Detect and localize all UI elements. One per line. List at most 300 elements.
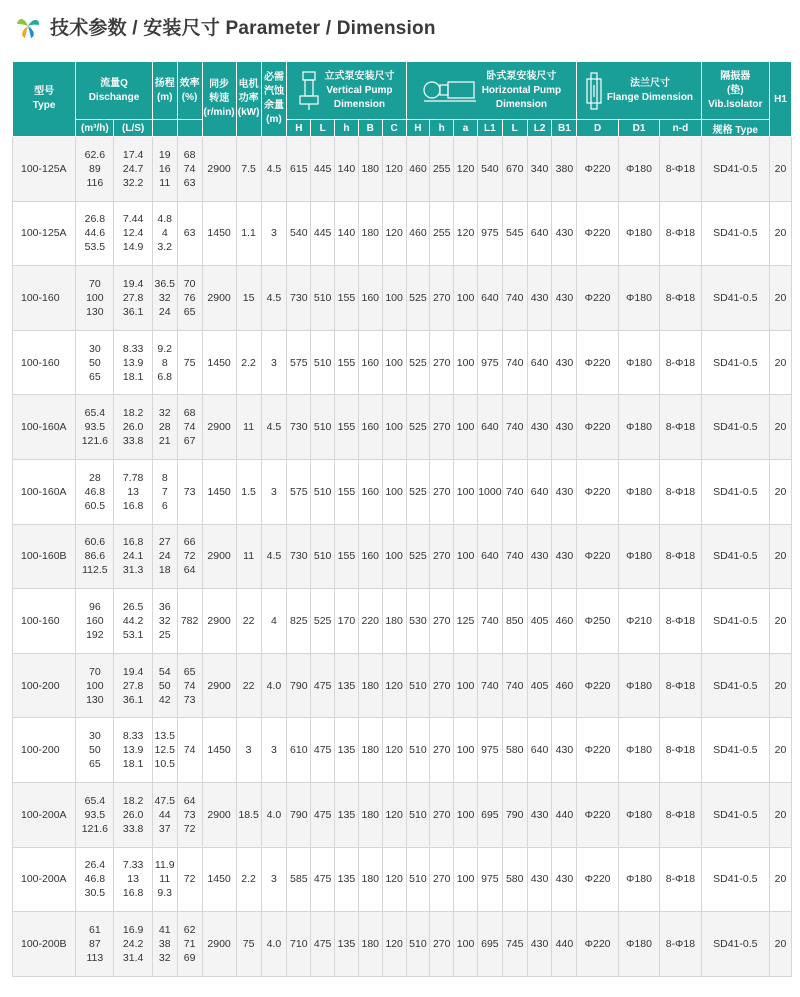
speed-cell: 1450 — [202, 201, 236, 266]
horizontal-dim-cell: 270 — [430, 330, 454, 395]
vertical-dim-cell: 475 — [311, 718, 335, 783]
power-cell: 2.2 — [236, 847, 261, 912]
horizontal-dim-cell: 270 — [430, 524, 454, 589]
flow-m3h-cell: 26.8 44.6 53.5 — [76, 201, 114, 266]
flange-dim-cell: Φ180 — [618, 912, 659, 977]
sub-flow-ls: (L/S) — [114, 120, 152, 137]
horizontal-dim-cell: 120 — [454, 137, 478, 202]
table-row — [13, 201, 792, 266]
col-flange: 法兰尺寸 Flange Dimension — [577, 62, 701, 120]
vertical-dim-cell: 445 — [311, 137, 335, 202]
power-cell: 18.5 — [236, 782, 261, 847]
efficiency-cell: 72 — [177, 847, 202, 912]
model-cell: 100-125A — [13, 137, 76, 202]
flange-dim-cell: Φ210 — [618, 589, 659, 654]
vib-isolator-cell: SD41-0.5 — [701, 782, 769, 847]
flange-dim-cell: Φ220 — [577, 459, 618, 524]
horizontal-dim-cell: 510 — [406, 912, 430, 977]
h1-cell: 20 — [769, 266, 791, 331]
horizontal-dim-cell: 740 — [502, 524, 527, 589]
vertical-dim-cell: 510 — [311, 524, 335, 589]
flange-dim-cell: 8-Φ18 — [660, 395, 701, 460]
efficiency-cell: 75 — [177, 330, 202, 395]
vertical-dim-cell: 160 — [358, 330, 382, 395]
flange-dim-cell: Φ180 — [618, 782, 659, 847]
horizontal-dim-cell: 540 — [477, 137, 502, 202]
vertical-dim-cell: 825 — [287, 589, 311, 654]
horizontal-dim-cell: 580 — [502, 847, 527, 912]
horizontal-dim-cell: 270 — [430, 459, 454, 524]
horizontal-dim-cell: 405 — [527, 653, 552, 718]
horizontal-dim-cell: 975 — [477, 201, 502, 266]
flange-dim-cell: 8-Φ18 — [660, 718, 701, 783]
npsh-cell: 3 — [261, 330, 287, 395]
vertical-dim-cell: 475 — [311, 653, 335, 718]
header-row-2 — [13, 120, 792, 137]
horizontal-dim-cell: 440 — [552, 912, 577, 977]
sub-hz: B1 — [552, 120, 577, 137]
horizontal-dim-cell: 640 — [527, 718, 552, 783]
horizontal-dim-cell: 255 — [430, 137, 454, 202]
power-cell: 1.1 — [236, 201, 261, 266]
vertical-dim-cell: 100 — [382, 524, 406, 589]
model-cell: 100-200 — [13, 653, 76, 718]
vertical-dim-cell: 180 — [358, 653, 382, 718]
horizontal-dim-cell: 1000 — [477, 459, 502, 524]
flange-dim-cell: Φ180 — [618, 201, 659, 266]
header-row-1 — [13, 62, 792, 120]
horizontal-dim-cell: 545 — [502, 201, 527, 266]
vertical-dim-cell: 120 — [382, 782, 406, 847]
page-title: 技术参数 / 安装尺寸 Parameter / Dimension — [50, 17, 436, 39]
horizontal-dim-cell: 100 — [454, 912, 478, 977]
h1-cell: 20 — [769, 395, 791, 460]
horizontal-dim-cell: 640 — [527, 330, 552, 395]
power-cell: 15 — [236, 266, 261, 331]
horizontal-dim-cell: 510 — [406, 847, 430, 912]
flange-dim-cell: Φ180 — [618, 395, 659, 460]
sub-hz: L — [502, 120, 527, 137]
power-cell: 7.5 — [236, 137, 261, 202]
horizontal-dim-cell: 430 — [527, 847, 552, 912]
model-cell: 100-200B — [13, 912, 76, 977]
horizontal-dim-cell: 270 — [430, 653, 454, 718]
npsh-cell: 3 — [261, 718, 287, 783]
vib-isolator-cell: SD41-0.5 — [701, 137, 769, 202]
speed-cell: 2900 — [202, 395, 236, 460]
head-cell: 32 28 21 — [152, 395, 177, 460]
vertical-dim-cell: 155 — [335, 524, 359, 589]
vertical-dim-cell: 170 — [335, 589, 359, 654]
speed-cell: 2900 — [202, 137, 236, 202]
efficiency-cell: 73 — [177, 459, 202, 524]
flange-dim-cell: 8-Φ18 — [660, 912, 701, 977]
sub-flow-m3h: (m³/h) — [76, 120, 114, 137]
flow-ls-cell: 18.2 26.0 33.8 — [114, 782, 152, 847]
vertical-dim-cell: 475 — [311, 782, 335, 847]
vertical-dim-cell: 120 — [382, 718, 406, 783]
flange-dim-cell: Φ220 — [577, 847, 618, 912]
model-cell: 100-160A — [13, 459, 76, 524]
flow-m3h-cell: 60.6 86.6 112.5 — [76, 524, 114, 589]
horizontal-dim-cell: 580 — [502, 718, 527, 783]
table-row — [13, 266, 792, 331]
table-row — [13, 718, 792, 783]
head-cell: 47.5 44 37 — [152, 782, 177, 847]
model-cell: 100-200 — [13, 718, 76, 783]
flow-ls-cell: 8.33 13.9 18.1 — [114, 330, 152, 395]
vertical-dim-cell: 510 — [311, 459, 335, 524]
npsh-cell: 3 — [261, 459, 287, 524]
vertical-dim-cell: 135 — [335, 718, 359, 783]
flow-ls-cell: 26.5 44.2 53.1 — [114, 589, 152, 654]
vertical-dim-cell: 155 — [335, 459, 359, 524]
horizontal-dim-cell: 380 — [552, 137, 577, 202]
vertical-dim-cell: 160 — [358, 395, 382, 460]
horizontal-dim-cell: 100 — [454, 524, 478, 589]
sub-eff — [177, 120, 202, 137]
vertical-pump-icon — [298, 70, 320, 112]
efficiency-cell: 70 76 65 — [177, 266, 202, 331]
vertical-dim-cell: 180 — [358, 782, 382, 847]
horizontal-dim-cell: 460 — [406, 201, 430, 266]
head-cell: 4.8 4 3.2 — [152, 201, 177, 266]
vertical-dim-cell: 135 — [335, 782, 359, 847]
col-h1: H1 — [769, 62, 791, 137]
npsh-cell: 3 — [261, 201, 287, 266]
vertical-dim-cell: 575 — [287, 459, 311, 524]
sub-v: C — [382, 120, 406, 137]
vertical-dim-cell: 790 — [287, 653, 311, 718]
speed-cell: 2900 — [202, 653, 236, 718]
sub-hz: h — [430, 120, 454, 137]
table-row — [13, 847, 792, 912]
sub-vib-type: 规格 Type — [701, 120, 769, 137]
horizontal-dim-cell: 430 — [552, 266, 577, 331]
horizontal-dim-cell: 510 — [406, 782, 430, 847]
power-cell: 11 — [236, 395, 261, 460]
power-cell: 22 — [236, 589, 261, 654]
horizontal-dim-cell: 405 — [527, 589, 552, 654]
vertical-dim-cell: 510 — [311, 266, 335, 331]
page-header — [14, 6, 436, 46]
horizontal-dim-cell: 430 — [552, 330, 577, 395]
horizontal-dim-cell: 430 — [552, 395, 577, 460]
h1-cell: 20 — [769, 589, 791, 654]
flange-dim-cell: 8-Φ18 — [660, 589, 701, 654]
horizontal-dim-cell: 790 — [502, 782, 527, 847]
flow-ls-cell: 16.9 24.2 31.4 — [114, 912, 152, 977]
flange-dim-cell: Φ180 — [618, 653, 659, 718]
horizontal-dim-cell: 100 — [454, 782, 478, 847]
model-cell: 100-125A — [13, 201, 76, 266]
horizontal-dim-cell: 270 — [430, 266, 454, 331]
power-cell: 22 — [236, 653, 261, 718]
vertical-dim-cell: 180 — [358, 912, 382, 977]
sub-hz: a — [454, 120, 478, 137]
flow-ls-cell: 7.33 13 16.8 — [114, 847, 152, 912]
sub-v: B — [358, 120, 382, 137]
vertical-dim-cell: 510 — [311, 395, 335, 460]
vertical-dim-cell: 525 — [311, 589, 335, 654]
vertical-dim-cell: 140 — [335, 201, 359, 266]
npsh-cell: 4.5 — [261, 137, 287, 202]
vib-isolator-cell: SD41-0.5 — [701, 395, 769, 460]
model-cell: 100-200A — [13, 847, 76, 912]
efficiency-cell: 74 — [177, 718, 202, 783]
table-row — [13, 912, 792, 977]
power-cell: 3 — [236, 718, 261, 783]
model-cell: 100-160 — [13, 589, 76, 654]
horizontal-dim-cell: 430 — [552, 201, 577, 266]
h1-cell: 20 — [769, 718, 791, 783]
efficiency-cell: 782 — [177, 589, 202, 654]
vertical-dim-cell: 475 — [311, 912, 335, 977]
speed-cell: 2900 — [202, 782, 236, 847]
h1-cell: 20 — [769, 330, 791, 395]
vib-isolator-cell: SD41-0.5 — [701, 718, 769, 783]
horizontal-dim-cell: 745 — [502, 912, 527, 977]
col-flow: 流量Q Dischange — [76, 62, 153, 120]
horizontal-dim-cell: 740 — [502, 653, 527, 718]
sub-fl: D1 — [618, 120, 659, 137]
horizontal-dim-cell: 640 — [527, 201, 552, 266]
flow-m3h-cell: 62.6 89 116 — [76, 137, 114, 202]
horizontal-dim-cell: 740 — [477, 653, 502, 718]
col-horizontal: 卧式泵安装尺寸 Horizontal Pump Dimension — [406, 62, 577, 120]
table-row — [13, 524, 792, 589]
vertical-dim-cell: 120 — [382, 847, 406, 912]
flange-dim-cell: Φ220 — [577, 330, 618, 395]
horizontal-dim-cell: 460 — [552, 589, 577, 654]
head-cell: 36 32 25 — [152, 589, 177, 654]
flow-m3h-cell: 61 87 113 — [76, 912, 114, 977]
flow-m3h-cell: 30 50 65 — [76, 330, 114, 395]
vertical-dim-cell: 730 — [287, 395, 311, 460]
flow-ls-cell: 19.4 27.8 36.1 — [114, 653, 152, 718]
flow-m3h-cell: 26.4 46.8 30.5 — [76, 847, 114, 912]
sub-head — [152, 120, 177, 137]
horizontal-dim-cell: 640 — [477, 266, 502, 331]
flange-dim-cell: 8-Φ18 — [660, 847, 701, 912]
vertical-dim-cell: 100 — [382, 330, 406, 395]
horizontal-dim-cell: 975 — [477, 718, 502, 783]
flange-dim-cell: 8-Φ18 — [660, 653, 701, 718]
sub-hz: L2 — [527, 120, 552, 137]
head-cell: 13.5 12.5 10.5 — [152, 718, 177, 783]
vertical-dim-cell: 510 — [311, 330, 335, 395]
col-head: 扬程 (m) — [152, 62, 177, 120]
horizontal-dim-cell: 100 — [454, 330, 478, 395]
flow-m3h-cell: 65.4 93.5 121.6 — [76, 782, 114, 847]
horizontal-dim-cell: 525 — [406, 330, 430, 395]
leaf-logo-icon — [14, 12, 42, 40]
horizontal-dim-cell: 510 — [406, 718, 430, 783]
h1-cell: 20 — [769, 782, 791, 847]
flange-dim-cell: Φ220 — [577, 912, 618, 977]
flange-dim-cell: Φ220 — [577, 524, 618, 589]
col-vib-isolator: 隔振器 (垫) Vib.Isolator — [701, 62, 769, 120]
npsh-cell: 4.0 — [261, 782, 287, 847]
vib-isolator-cell: SD41-0.5 — [701, 201, 769, 266]
flange-icon — [585, 71, 603, 111]
flange-dim-cell: 8-Φ18 — [660, 266, 701, 331]
horizontal-dim-cell: 460 — [406, 137, 430, 202]
vertical-dim-cell: 710 — [287, 912, 311, 977]
efficiency-cell: 63 — [177, 201, 202, 266]
horizontal-dim-cell: 740 — [502, 330, 527, 395]
horizontal-dim-cell: 695 — [477, 912, 502, 977]
horizontal-dim-cell: 525 — [406, 524, 430, 589]
col-vertical: 立式泵安装尺寸 Vertical Pump Dimension — [287, 62, 406, 120]
flange-dim-cell: Φ220 — [577, 395, 618, 460]
horizontal-dim-cell: 740 — [502, 266, 527, 331]
horizontal-dim-cell: 340 — [527, 137, 552, 202]
speed-cell: 1450 — [202, 459, 236, 524]
vertical-dim-cell: 220 — [358, 589, 382, 654]
flange-dim-cell: 8-Φ18 — [660, 330, 701, 395]
flange-dim-cell: Φ180 — [618, 266, 659, 331]
horizontal-dim-cell: 270 — [430, 589, 454, 654]
horizontal-dim-cell: 430 — [552, 524, 577, 589]
horizontal-dim-cell: 430 — [527, 782, 552, 847]
horizontal-dim-cell: 640 — [477, 524, 502, 589]
head-cell: 8 7 6 — [152, 459, 177, 524]
head-cell: 27 24 18 — [152, 524, 177, 589]
horizontal-dim-cell: 740 — [502, 395, 527, 460]
vertical-dim-cell: 135 — [335, 912, 359, 977]
horizontal-dim-cell: 430 — [552, 847, 577, 912]
npsh-cell: 4.0 — [261, 912, 287, 977]
horizontal-dim-cell: 430 — [527, 266, 552, 331]
npsh-cell: 3 — [261, 847, 287, 912]
vertical-dim-cell: 540 — [287, 201, 311, 266]
vib-isolator-cell: SD41-0.5 — [701, 912, 769, 977]
horizontal-dim-cell: 100 — [454, 266, 478, 331]
flange-dim-cell: Φ220 — [577, 201, 618, 266]
flow-ls-cell: 17.4 24.7 32.2 — [114, 137, 152, 202]
vertical-dim-cell: 160 — [358, 459, 382, 524]
speed-cell: 1450 — [202, 330, 236, 395]
speed-cell: 2900 — [202, 589, 236, 654]
sub-v: L — [311, 120, 335, 137]
vertical-dim-cell: 100 — [382, 395, 406, 460]
flow-ls-cell: 16.8 24.1 31.3 — [114, 524, 152, 589]
parameter-table — [12, 61, 792, 977]
h1-cell: 20 — [769, 137, 791, 202]
h1-cell: 20 — [769, 912, 791, 977]
horizontal-dim-cell: 120 — [454, 201, 478, 266]
horizontal-dim-cell: 525 — [406, 459, 430, 524]
npsh-cell: 4.5 — [261, 524, 287, 589]
horizontal-dim-cell: 975 — [477, 847, 502, 912]
vertical-dim-cell: 155 — [335, 266, 359, 331]
speed-cell: 2900 — [202, 266, 236, 331]
vib-isolator-cell: SD41-0.5 — [701, 589, 769, 654]
efficiency-cell: 68 74 63 — [177, 137, 202, 202]
vib-isolator-cell: SD41-0.5 — [701, 266, 769, 331]
horizontal-dim-cell: 125 — [454, 589, 478, 654]
sub-hz: L1 — [477, 120, 502, 137]
horizontal-dim-cell: 525 — [406, 266, 430, 331]
head-cell: 36.5 32 24 — [152, 266, 177, 331]
horizontal-dim-cell: 460 — [552, 653, 577, 718]
sub-hz: H — [406, 120, 430, 137]
model-cell: 100-160 — [13, 330, 76, 395]
horizontal-dim-cell: 640 — [477, 395, 502, 460]
vertical-dim-cell: 100 — [382, 459, 406, 524]
flow-m3h-cell: 70 100 130 — [76, 266, 114, 331]
vertical-dim-cell: 120 — [382, 137, 406, 202]
flow-m3h-cell: 28 46.8 60.5 — [76, 459, 114, 524]
vertical-dim-cell: 160 — [358, 524, 382, 589]
horizontal-dim-cell: 100 — [454, 718, 478, 783]
table-row — [13, 330, 792, 395]
npsh-cell: 4.5 — [261, 395, 287, 460]
head-cell: 9.2 8 6.8 — [152, 330, 177, 395]
horizontal-dim-cell: 270 — [430, 782, 454, 847]
flow-m3h-cell: 70 100 130 — [76, 653, 114, 718]
npsh-cell: 4 — [261, 589, 287, 654]
h1-cell: 20 — [769, 847, 791, 912]
head-cell: 11.9 11 9.3 — [152, 847, 177, 912]
flange-dim-cell: 8-Φ18 — [660, 782, 701, 847]
flange-dim-cell: Φ220 — [577, 718, 618, 783]
flow-ls-cell: 7.78 13 16.8 — [114, 459, 152, 524]
head-cell: 54 50 42 — [152, 653, 177, 718]
vertical-dim-cell: 180 — [358, 847, 382, 912]
efficiency-cell: 65 74 73 — [177, 653, 202, 718]
flange-dim-cell: Φ180 — [618, 330, 659, 395]
horizontal-dim-cell: 510 — [406, 653, 430, 718]
vertical-dim-cell: 730 — [287, 524, 311, 589]
vib-isolator-cell: SD41-0.5 — [701, 653, 769, 718]
horizontal-dim-cell: 640 — [527, 459, 552, 524]
vertical-dim-cell: 140 — [335, 137, 359, 202]
horizontal-dim-cell: 270 — [430, 912, 454, 977]
horizontal-pump-icon — [422, 78, 478, 104]
model-cell: 100-160B — [13, 524, 76, 589]
efficiency-cell: 66 72 64 — [177, 524, 202, 589]
sub-v: h — [335, 120, 359, 137]
flow-ls-cell: 7.44 12.4 14.9 — [114, 201, 152, 266]
table-row — [13, 137, 792, 202]
vib-isolator-cell: SD41-0.5 — [701, 524, 769, 589]
horizontal-dim-cell: 270 — [430, 718, 454, 783]
col-model: 型号 Type — [13, 62, 76, 137]
flow-m3h-cell: 96 160 192 — [76, 589, 114, 654]
horizontal-dim-cell: 270 — [430, 395, 454, 460]
flange-dim-cell: 8-Φ18 — [660, 524, 701, 589]
vertical-dim-cell: 100 — [382, 266, 406, 331]
vertical-dim-cell: 135 — [335, 847, 359, 912]
h1-cell: 20 — [769, 459, 791, 524]
horizontal-dim-cell: 440 — [552, 782, 577, 847]
flange-dim-cell: Φ220 — [577, 782, 618, 847]
power-cell: 2.2 — [236, 330, 261, 395]
horizontal-dim-cell: 270 — [430, 847, 454, 912]
efficiency-cell: 62 71 69 — [177, 912, 202, 977]
horizontal-dim-cell: 430 — [527, 524, 552, 589]
vertical-dim-cell: 180 — [358, 137, 382, 202]
sub-fl: D — [577, 120, 618, 137]
horizontal-dim-cell: 430 — [552, 718, 577, 783]
flow-m3h-cell: 65.4 93.5 121.6 — [76, 395, 114, 460]
flow-ls-cell: 18.2 26.0 33.8 — [114, 395, 152, 460]
horizontal-dim-cell: 100 — [454, 653, 478, 718]
power-cell: 11 — [236, 524, 261, 589]
flange-dim-cell: Φ180 — [618, 137, 659, 202]
